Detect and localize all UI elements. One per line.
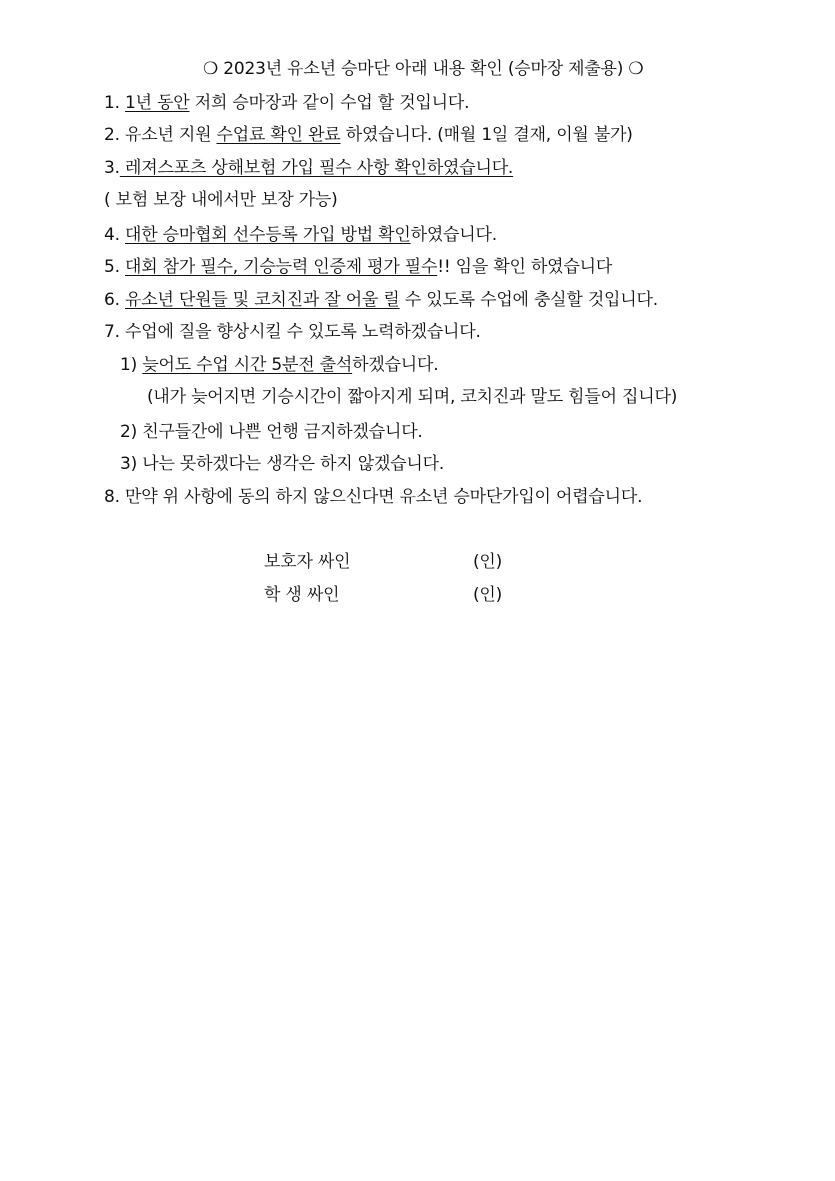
- list-item-2: [104, 124, 633, 146]
- item-underlined-text: 유소년 단원들 및 코치진과 잘 어울 릴: [125, 290, 400, 310]
- item-underlined-text: 레져스포츠 상해보험 가입 필수 사항 확인하였습니다.: [119, 158, 514, 178]
- guardian-signature-label: 보호자 싸인: [264, 552, 351, 572]
- guardian-seal-mark[interactable]: (인): [473, 552, 503, 572]
- sub-item-1-note: (내가 늦어지면 기승시간이 짧아지게 되며, 코치진과 말도 힘들어 집니다): [147, 387, 678, 407]
- item-number: 5.: [104, 257, 126, 277]
- list-item-4: [104, 224, 497, 246]
- sub-item-3: 3) 나는 못하겠다는 생각은 하지 않겠습니다.: [120, 454, 445, 474]
- list-item-7: 7. 수업에 질을 향상시킬 수 있도록 노력하겠습니다.: [104, 322, 481, 342]
- list-item-8: 8. 만약 위 사항에 동의 하지 않으신다면 유소년 승마단가입이 어렵습니다.: [104, 487, 643, 507]
- item-text: 하였습니다. (매월 1일 결재, 이월 불가): [340, 125, 633, 145]
- student-seal-mark[interactable]: (인): [473, 585, 503, 605]
- item-text: 저희 승마장과 같이 수업 할 것입니다.: [189, 93, 470, 113]
- list-item-3: [104, 157, 513, 179]
- item-number: 6.: [104, 290, 126, 310]
- item-number: 3.: [104, 158, 120, 178]
- document-title: ❍ 2023년 유소년 승마단 아래 내용 확인 (승마장 제출용) ❍: [203, 59, 644, 79]
- sub-item-1: [120, 354, 438, 376]
- item-underlined-text: 대회 참가 필수, 기승능력 인증제 평가 필수: [125, 257, 438, 277]
- sub-item-2: 2) 친구들간에 나쁜 언행 금지하겠습니다.: [120, 422, 423, 442]
- item-underlined-text: 늦어도 수업 시간 5분전 출석: [142, 355, 353, 375]
- list-item-5: [104, 256, 612, 278]
- list-item-3-note: ( 보험 보장 내에서만 보장 가능): [104, 190, 338, 210]
- item-text: 하였습니다.: [410, 225, 497, 245]
- student-signature-label: 학 생 싸인: [264, 585, 340, 605]
- item-underlined-text: 대한 승마협회 선수등록 가입 방법 확인: [125, 225, 411, 245]
- item-number: 1): [120, 355, 143, 375]
- item-number: 1.: [104, 93, 126, 113]
- item-underlined-text: 수업료 확인 완료: [216, 125, 341, 145]
- item-text: !! 임을 확인 하였습니다: [437, 257, 613, 277]
- item-underlined-text: 1년 동안: [125, 93, 190, 113]
- item-text: 하겠습니다.: [352, 355, 439, 375]
- item-text: 수 있도록 수업에 충실할 것입니다.: [399, 290, 658, 310]
- list-item-1: [104, 92, 469, 114]
- item-number: 4.: [104, 225, 126, 245]
- item-text: 2. 유소년 지원: [104, 125, 217, 145]
- list-item-6: [104, 289, 658, 311]
